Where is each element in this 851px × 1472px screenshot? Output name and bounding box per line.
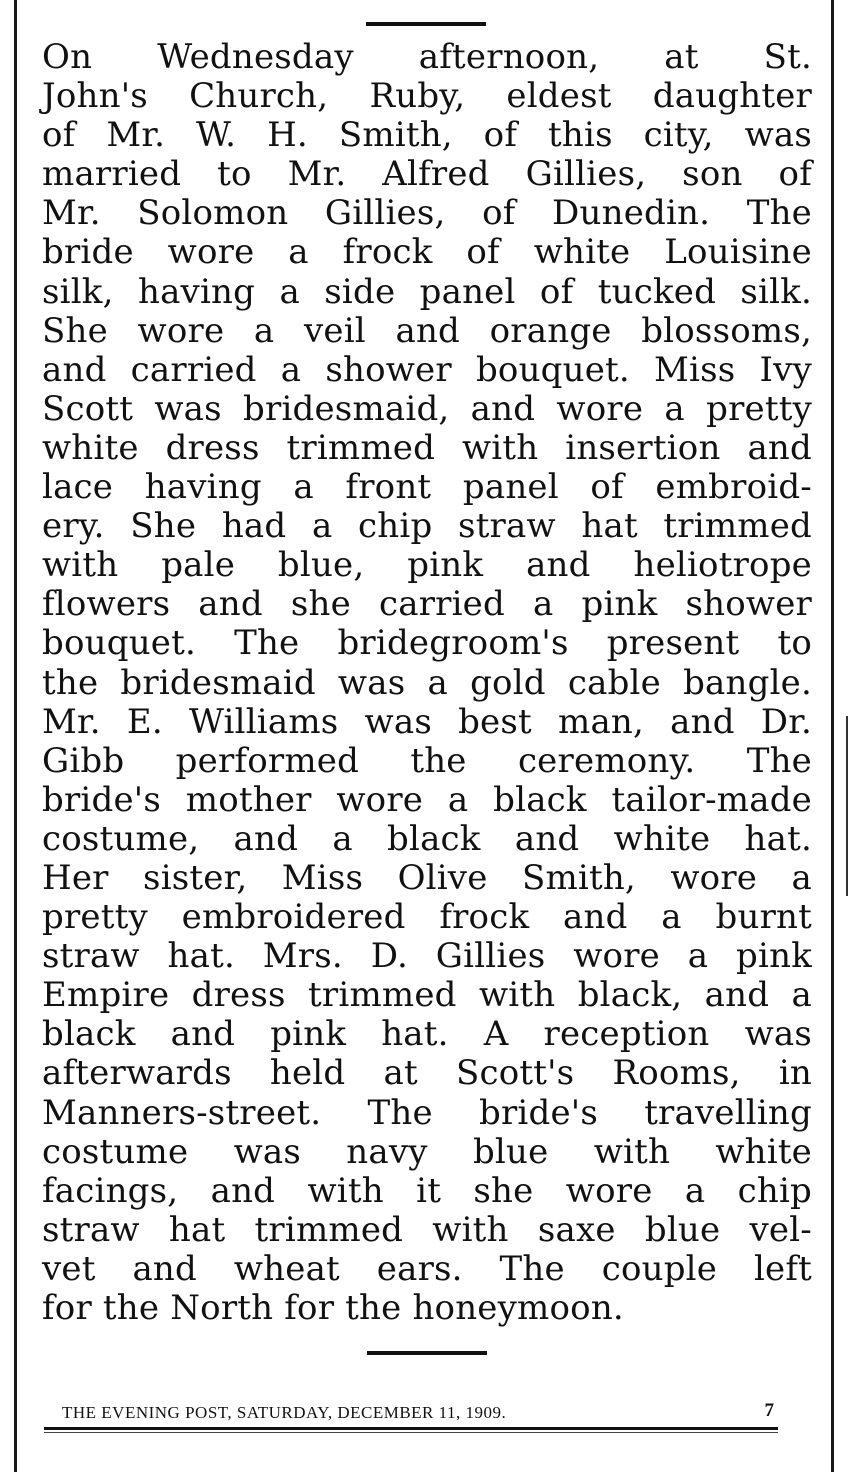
article-line: vet and wheat ears. The couple left [42,1248,812,1289]
article-line: Manners-street. The bride's travelling [42,1092,812,1133]
article-line: straw hat trimmed with saxe blue vel- [42,1209,812,1250]
article-line: silk, having a side panel of tucked silk. [42,271,812,312]
article-line: Scott was bridesmaid, and wore a pretty [42,388,812,429]
article-line: flowers and she carried a pink shower [42,584,812,625]
adjacent-column-rule [846,716,848,896]
article-line: with pale blue, pink and heliotrope [42,545,812,586]
article-line: bride's mother wore a black tailor-made [42,779,812,820]
footer-rule-thin [44,1432,778,1433]
footer-page-number: 7 [764,1400,774,1421]
article-line: facings, and with it she wore a chip [42,1170,812,1211]
article-line: the bridesmaid was a gold cable bangle. [42,662,812,703]
article-line: Gibb performed the ceremony. The [42,740,812,781]
article-line: ery. She had a chip straw hat trimmed [42,506,812,547]
article-line: afterwards held at Scott's Rooms, in [42,1053,812,1094]
page-footer [62,1402,774,1430]
article-line: John's Church, Ruby, eldest daughter [42,76,812,117]
article-line: straw hat. Mrs. D. Gillies wore a pink [42,936,812,977]
right-column-rule [831,0,834,1472]
article-line: married to Mr. Alfred Gillies, son of [42,154,812,195]
top-separator-dash [366,22,486,26]
article-line: pretty embroidered frock and a burnt [42,897,812,938]
footer-masthead: THE EVENING POST, SATURDAY, DECEMBER 11, 1909. [62,1403,507,1422]
article-line: Her sister, Miss Olive Smith, wore a [42,857,812,898]
article-line: and carried a shower bouquet. Miss Ivy [42,349,812,390]
article-line: of Mr. W. H. Smith, of this city, was [42,115,812,156]
article-line: black and pink hat. A reception was [42,1014,812,1055]
article-line: for the North for the honeymoon. [42,1288,624,1328]
article-line: She wore a veil and orange blossoms, [42,310,812,351]
article-line: bouquet. The bridegroom's present to [42,623,812,664]
article-line: costume was navy blue with white [42,1131,812,1172]
article-line: bride wore a frock of white Louisine [42,232,812,273]
article-line: Mr. Solomon Gillies, of Dunedin. The [42,193,812,234]
article-line: On Wednesday afternoon, at St. [42,37,812,77]
article-line: lace having a front panel of embroid- [42,467,812,508]
article-body [42,38,812,1328]
article-line: Empire dress trimmed with black, and a [42,975,812,1016]
article-line: white dress trimmed with insertion and [42,427,812,468]
footer-rule [44,1427,778,1430]
bottom-separator-dash [367,1351,487,1355]
article-line: Mr. E. Williams was best man, and Dr. [42,701,812,742]
article-line: costume, and a black and white hat. [42,818,812,859]
left-column-rule [14,0,17,1472]
